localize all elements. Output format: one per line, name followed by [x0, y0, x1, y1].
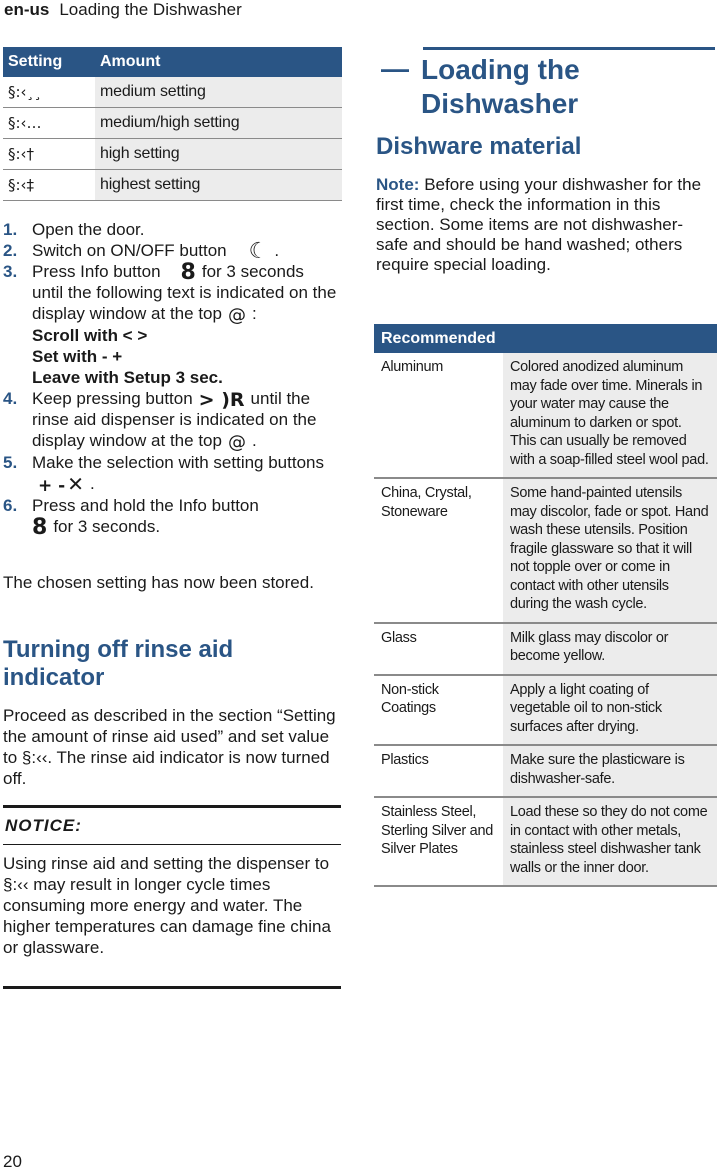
table-row [374, 745, 717, 797]
on-off-icon: ☾ [248, 239, 269, 264]
material-cell: Stainless Steel, Sterling Silver and Silver Plates [374, 797, 503, 886]
language-tag: en-us [4, 0, 50, 19]
display-icon: @ [227, 432, 246, 453]
display-icon: @ [227, 305, 246, 326]
table-row [3, 108, 342, 139]
setting-amount: medium setting [95, 77, 342, 108]
table-row [3, 170, 342, 201]
setup-button-icon: > )R [198, 389, 245, 411]
recommended-table [374, 324, 717, 887]
setting-amount: high setting [95, 139, 342, 170]
material-cell: China, Crystal, Stoneware [374, 478, 503, 623]
leave-hint: Leave with Setup 3 sec. [32, 368, 223, 387]
plus-minus-buttons: + - [38, 476, 66, 496]
step-number: 3. [3, 262, 18, 281]
material-cell: Glass [374, 623, 503, 675]
step-5 [3, 452, 339, 495]
recommended-header: Recommended [374, 324, 717, 353]
step-6 [3, 495, 339, 540]
table-row [3, 139, 342, 170]
notice-text: Using rinse aid and setting the dispenser to §:‹‹ may result in longer cycle times consuming more energy and water. The higher temperatures can damage fine china or glassware. [3, 854, 331, 957]
step-4 [3, 388, 339, 452]
info-icon: 8 [180, 260, 196, 285]
setting-amount: highest setting [95, 170, 342, 201]
info-icon: 8 [32, 515, 48, 540]
step-3 [3, 261, 339, 388]
table-row [374, 353, 717, 478]
setting-code: §:‹¸¸ [3, 77, 95, 108]
table-row [374, 623, 717, 675]
turn-off-text: Proceed as described in the section “Setting the amount of rinse aid used” and set value to §:‹‹. The rinse aid indicator is now turned off. [3, 706, 336, 788]
notice-title: NOTICE: [5, 816, 82, 835]
setting-amount: medium/high setting [95, 108, 342, 139]
setting-code: §:‹‡ [3, 170, 95, 201]
table-row [374, 675, 717, 746]
table-row [374, 478, 717, 623]
note-paragraph [376, 175, 710, 275]
step-text: Press and hold the Info button 8 for 3 seconds. [32, 496, 259, 540]
dishware-heading: Dishware material [376, 133, 582, 160]
material-cell: Non-stick Coatings [374, 675, 503, 746]
recommendation-cell: Colored anodized aluminum may fade over time. Minerals in your water may cause the aluminum to darken or spot. This can usually be removed with a soap-filled steel wool pad. [503, 353, 717, 478]
step-2 [3, 239, 339, 264]
step-number: 1. [3, 220, 18, 239]
page-number: 20 [3, 1152, 22, 1171]
recommendation-cell: Make sure the plasticware is dishwasher-safe. [503, 745, 717, 797]
settings-header-amount: Amount [95, 47, 342, 77]
recommendation-cell: Load these so they do not come in contact with other metals, stainless steel dishwasher tank walls or the inner door. [503, 797, 717, 886]
notice-divider [3, 844, 341, 845]
settings-table [3, 47, 342, 201]
step-text: Open the door. [32, 220, 145, 239]
turn-off-heading: Turning off rinse aid indicator [3, 636, 234, 691]
instruction-steps [3, 219, 339, 540]
step-1 [3, 219, 339, 240]
recommendation-cell: Some hand-painted utensils may discolor, fade or spot. Hand wash these utensils. Position fragile glassware so that it will not topple over or come in contact with other utensils during the wash cycle. [503, 478, 717, 623]
setting-code: §:‹… [3, 108, 95, 139]
title-dash: — [381, 53, 409, 84]
step-number: 5. [3, 453, 18, 472]
page-header [4, 0, 242, 20]
step-text: Press Info button 8 for 3 seconds until the following text is indicated on the display window at the top @ : Scroll with < > Set with - + Leave with Setup 3 sec. [32, 260, 337, 387]
step-number: 2. [3, 241, 18, 260]
step-text: Keep pressing button > )R until the rinse aid dispenser is indicated on the display window at the top @ . [32, 389, 317, 453]
table-row [374, 797, 717, 886]
title-rule [423, 47, 715, 50]
notice-bottom-rule [3, 986, 341, 989]
setting-code: §:‹† [3, 139, 95, 170]
material-cell: Aluminum [374, 353, 503, 478]
recommendation-cell: Milk glass may discolor or become yellow. [503, 623, 717, 675]
material-cell: Plastics [374, 745, 503, 797]
notice-top-rule [3, 805, 341, 808]
scroll-hint: Scroll with < > [32, 326, 148, 345]
step-number: 4. [3, 389, 18, 408]
table-row [3, 77, 342, 108]
settings-header-setting: Setting [3, 47, 95, 77]
step-number: 6. [3, 496, 18, 515]
step-text: Switch on ON/OFF button ☾ . [32, 239, 280, 264]
step-text: Make the selection with setting buttons+ - ✕ . [32, 453, 324, 496]
note-text: Before using your dishwasher for the first time, check the information in this section. Some items are not dishwasher-safe and should be hand washed; others require special loading. [376, 175, 702, 274]
cross-icon: ✕ [67, 472, 84, 496]
recommendation-cell: Apply a light coating of vegetable oil to non-stick surfaces after drying. [503, 675, 717, 746]
stored-confirmation: The chosen setting has now been stored. [3, 573, 314, 592]
note-label: Note: [376, 175, 420, 194]
set-hint: Set with - + [32, 347, 123, 366]
page-title: Loading the Dishwasher [421, 54, 580, 119]
header-title: Loading the Dishwasher [59, 0, 242, 19]
